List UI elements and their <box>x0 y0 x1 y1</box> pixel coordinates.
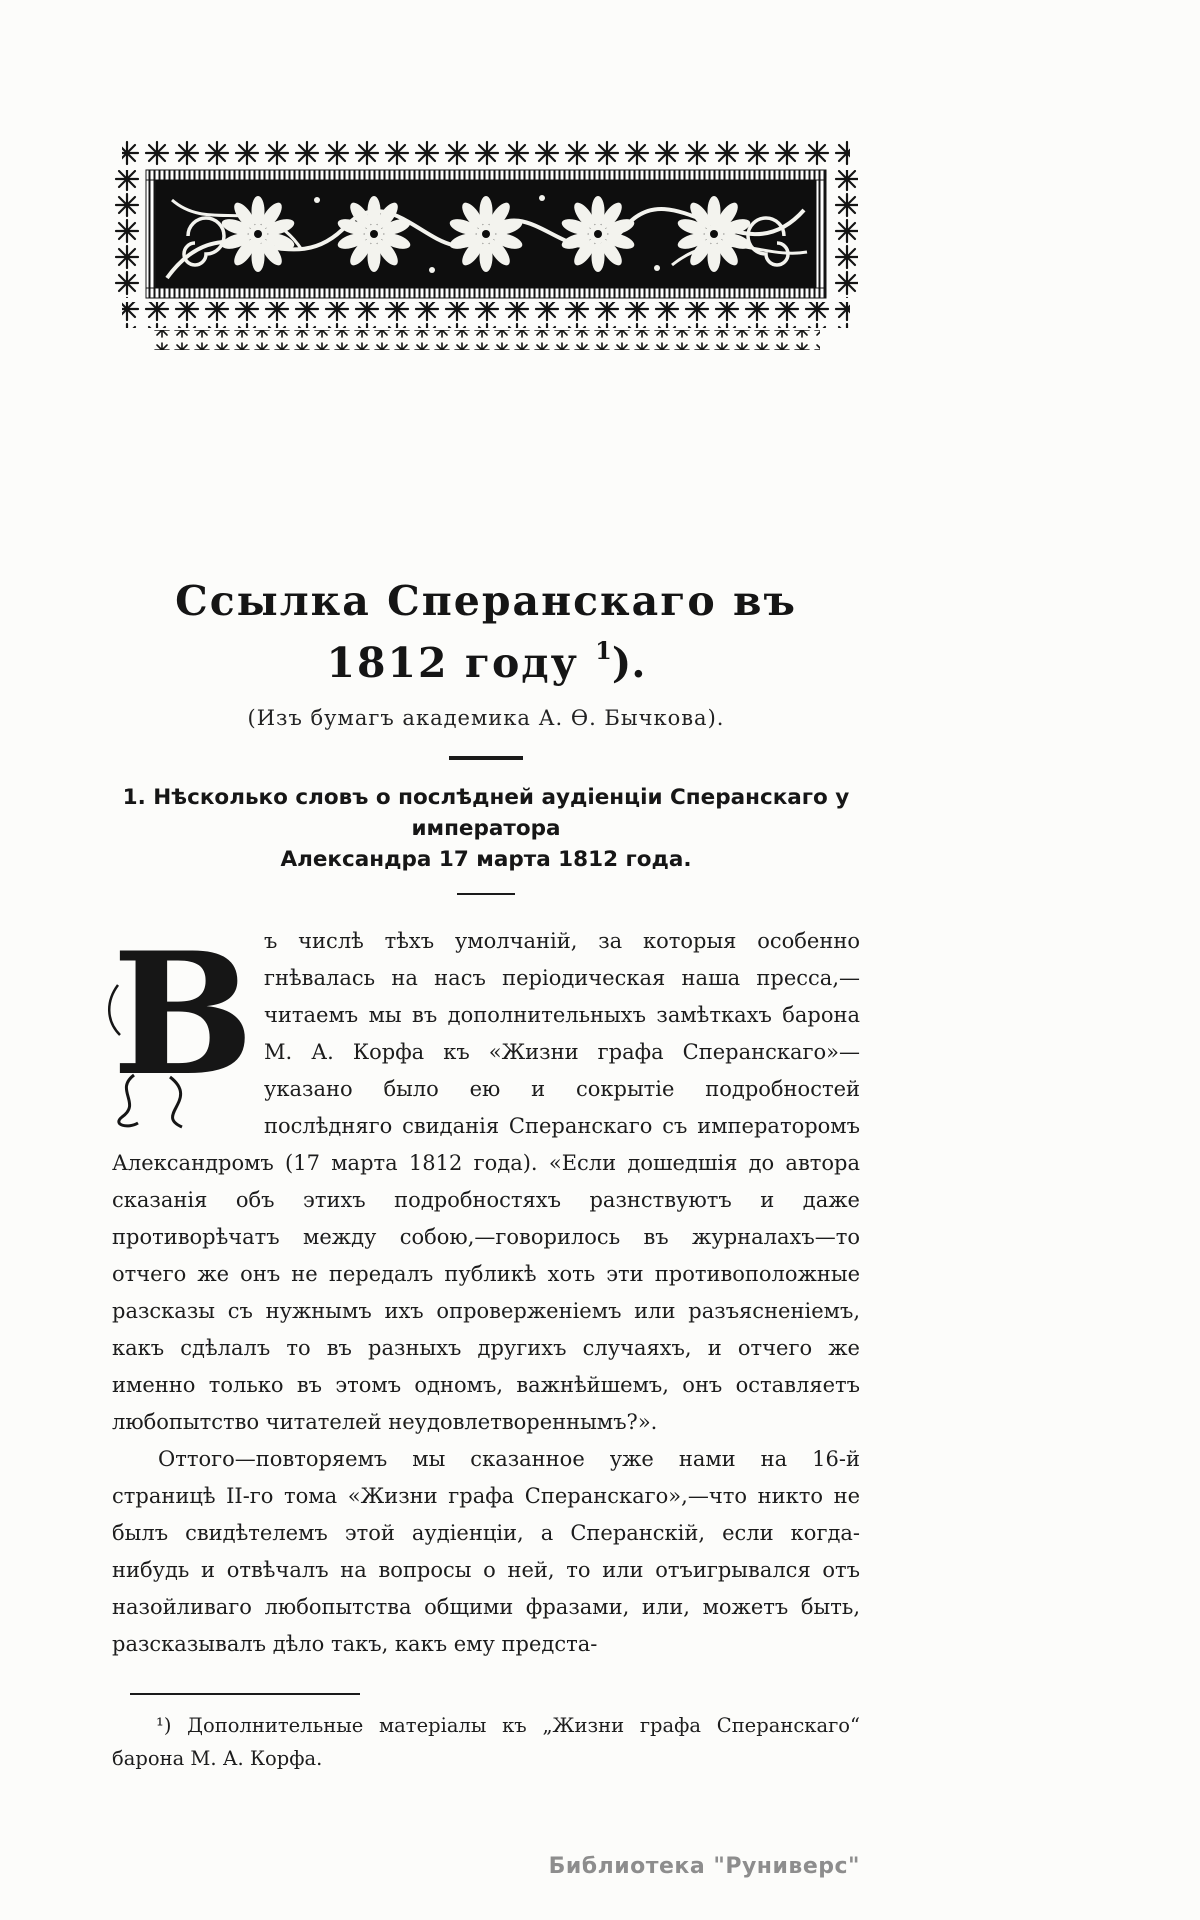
page-title-text: Ссылка Сперанскаго въ 1812 году <box>175 577 797 687</box>
body-text <box>112 923 860 1663</box>
section-heading-line1: 1. Нѣсколько словъ о послѣдней аудіенціи Сперанскаго у императора <box>122 785 850 841</box>
paragraph-1-text: ъ числѣ тѣхъ умолчаній, за которыя особенно гнѣвалась на насъ періодическая наша пресса,—читаемъ мы въ дополнительныхъ замѣткахъ барона М. А. Корфа къ «Жизни графа Сперанскаго»—указано было ею и сокрытіе подробностей послѣдняго свиданія Сперанскаго съ императоромъ Александромъ (17 марта 1812 года). «Если дошедшія до автора сказанія объ этихъ подробностяхъ разнствуютъ и даже противорѣчатъ между собою,—говорилось въ журналахъ—то отчего же онъ не передалъ публикѣ хоть эти противоположные разсказы съ нужнымъ ихъ опроверженіемъ или разъясненіемъ, какъ сдѣлалъ то въ разныхъ другихъ случаяхъ, и отчего же именно только въ этомъ одномъ, важнѣйшемъ, онъ оставляетъ любопытство читателей неудовлетвореннымъ?». <box>112 929 860 1434</box>
drop-cap-letter: В <box>112 925 254 1113</box>
title-footnote-mark: 1 <box>595 636 612 665</box>
footnote-divider <box>130 1693 360 1695</box>
paragraph-2: Оттого—повторяемъ мы сказанное уже нами на 16-й страницѣ II-го тома «Жизни графа Сперанскаго»,—что никто не былъ свидѣтелемъ этой аудіенціи, а Сперанскій, если когда-нибудь и отвѣчалъ на вопросы о ней, то или отъигрывался отъ назойливаго любопытства общими фразами, или, можетъ быть, разсказывалъ дѣло такъ, какъ ему предста- <box>112 1447 860 1656</box>
paragraph-1 <box>112 923 860 1441</box>
ornamental-header-band <box>112 140 860 352</box>
section-heading-line2: Александра 17 марта 1812 года. <box>280 847 692 872</box>
title-tail: ). <box>611 639 646 687</box>
divider-thin <box>457 893 515 895</box>
section-heading <box>112 782 860 875</box>
page-content-column <box>112 140 860 1775</box>
library-watermark: Библиотека "Руниверс" <box>548 1854 860 1879</box>
footnote-text: ¹) Дополнительные матеріалы къ „Жизни графа Сперанскаго“ барона М. А. Корфа. <box>112 1714 860 1770</box>
divider-thick <box>449 756 523 760</box>
page-title <box>112 576 860 688</box>
drop-cap-initial <box>104 925 254 1130</box>
page-subtitle: (Изъ бумагъ академика А. Ѳ. Бычкова). <box>247 706 725 730</box>
